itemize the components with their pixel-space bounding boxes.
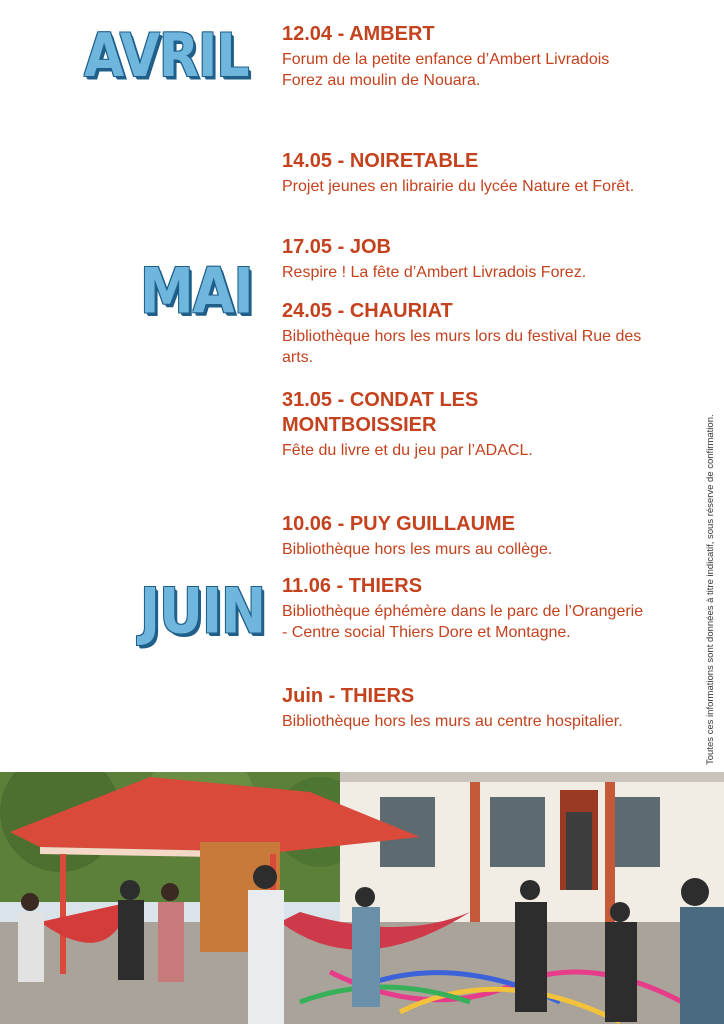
event-item [282,512,652,560]
event-item [282,388,582,461]
event-item [282,235,652,283]
event-title: 31.05 - CONDAT LES MONTBOISSIER [282,389,479,436]
event-item [282,149,652,197]
event-title: 14.05 - NOIRETABLE [282,150,479,172]
month-heading-juin: JUIN [140,575,266,648]
event-item [282,684,652,732]
event-item [282,574,652,643]
event-item [282,299,652,368]
event-photo [0,772,724,1024]
event-description: Projet jeunes en librairie du lycée Nature et Forêt. [282,178,635,195]
event-item [282,22,652,91]
disclaimer-note: Toutes ces informations sont données à titre indicatif, sous réserve de confirmation. [705,414,716,765]
event-title: 24.05 - CHAURIAT [282,300,453,322]
month-heading-avril: AVRIL [84,22,249,91]
event-description: Bibliothèque hors les murs lors du festival Rue des arts. [282,328,642,366]
event-description: Bibliothèque hors les murs au centre hospitalier. [282,713,623,730]
event-description: Bibliothèque hors les murs au collège. [282,541,553,558]
event-title: Juin - THIERS [282,685,415,707]
event-description: Bibliothèque éphémère dans le parc de l’Orangerie - Centre social Thiers Dore et Montagne. [282,603,644,641]
event-title: 12.04 - AMBERT [282,23,435,45]
event-title: 11.06 - THIERS [282,575,423,597]
event-photo-illustration [0,772,724,1024]
event-description: Forum de la petite enfance d’Ambert Livradois Forez au moulin de Nouara. [282,51,610,89]
event-description: Fête du livre et du jeu par l’ADACL. [282,442,533,459]
event-title: 10.06 - PUY GUILLAUME [282,513,516,535]
event-title: 17.05 - JOB [282,236,391,258]
event-description: Respire ! La fête d’Ambert Livradois Forez. [282,264,587,281]
month-heading-mai: MAI [140,255,253,328]
